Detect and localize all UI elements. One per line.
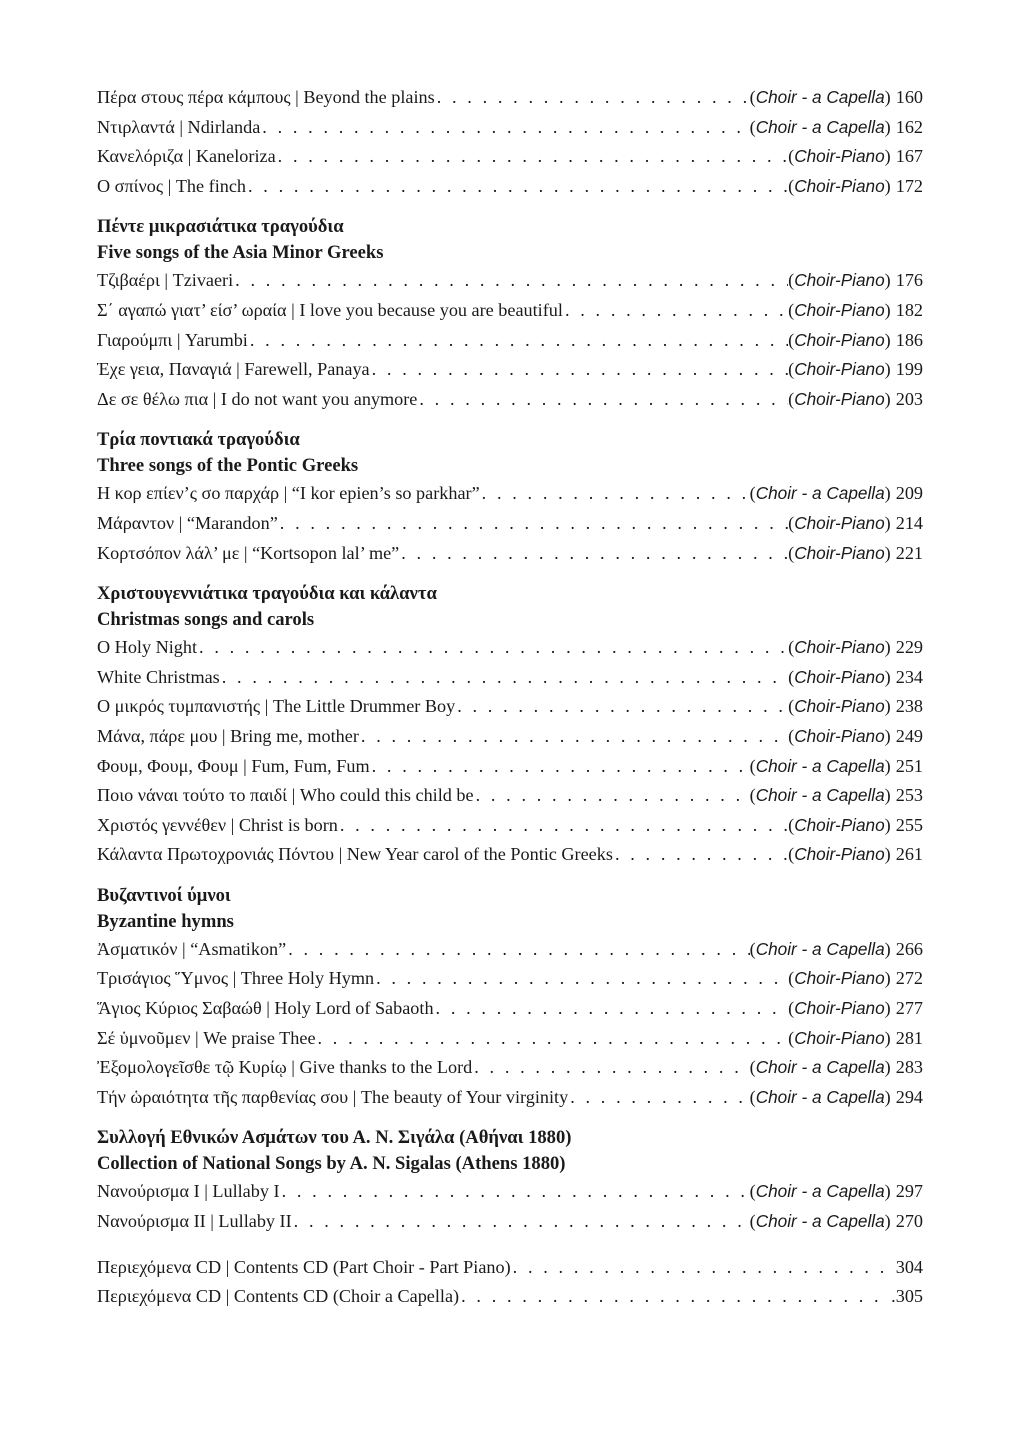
entry-voicing [750,479,891,509]
open-paren: ( [788,359,795,380]
open-paren: ( [788,814,795,835]
entry-page-number: 203 [895,388,923,409]
entry-page-number: 255 [895,814,923,835]
toc-section [97,1125,923,1236]
open-paren: ( [788,329,795,350]
entry-title: Σέ ὑμνοῦμεν | We praise Thee [97,1027,316,1048]
dot-leader [568,1083,749,1113]
entry-title: Δε σε θέλω πια | I do not want you anymore [97,388,418,409]
section-title-english: Five songs of the Asia Minor Greeks [97,242,384,264]
entry-voicing [788,633,891,663]
open-paren: ( [788,696,795,717]
toc-entry [97,113,923,143]
section-title-english: Byzantine hymns [97,910,234,932]
dot-leader [276,142,788,172]
entry-page-number: 199 [895,359,923,380]
entry-voicing [788,1024,891,1054]
entry-page-number: 172 [895,175,923,196]
entry-title: Κανελόριζα | Kaneloriza [97,146,276,167]
entry-page-number: 229 [895,637,923,658]
entry-page-number: 160 [895,87,923,107]
dot-leader [434,994,789,1024]
entry-voicing [788,840,891,870]
voicing-text: Choir-Piano [794,388,885,409]
entry-voicing [750,781,891,811]
entry-title: Φουμ, Φουμ, Φουμ | Fum, Fum, Fum [97,755,370,776]
entry-page-number: 281 [895,1027,923,1048]
voicing-text: Choir-Piano [794,329,885,350]
open-paren: ( [788,968,795,989]
dot-leader [459,1282,889,1312]
entry-title: Χριστός γεννέθεν | Christ is born [97,814,338,835]
toc-section [97,581,923,870]
dot-leader [316,1024,789,1054]
dot-leader [248,326,788,356]
entry-page-number: 167 [895,146,923,167]
close-paren: ) [884,146,891,167]
entry-title: O Holy Night [97,637,198,658]
section-title-english: Christmas songs and carols [97,609,315,631]
voicing-text: Choir-Piano [794,968,885,989]
entry-page-number: 266 [895,938,923,959]
close-paren: ) [884,998,891,1019]
entry-page-number: 249 [895,725,923,746]
open-paren: ( [788,725,795,746]
open-paren: ( [788,512,795,533]
dot-leader [280,1177,750,1207]
close-paren: ) [884,542,891,563]
entry-title: Μάραντον | “Marandon” [97,512,278,533]
toc-entry [97,663,923,693]
open-paren: ( [749,87,756,107]
entry-voicing [750,935,891,965]
voicing-text: Choir-Piano [794,542,885,563]
close-paren: ) [884,1181,891,1202]
toc-entry [97,1024,923,1054]
entry-page-number: 162 [895,116,923,137]
entry-voicing [788,385,891,415]
toc-section [97,83,923,201]
open-paren: ( [788,666,795,687]
toc-entry [97,964,923,994]
open-paren: ( [749,755,756,776]
close-paren: ) [884,844,891,865]
close-paren: ) [884,1086,891,1107]
voicing-text: Choir-Piano [794,1027,885,1048]
toc-entry [97,781,923,811]
open-paren: ( [788,542,795,563]
dot-leader [480,479,750,509]
toc-entry [97,752,923,782]
voicing-text: Choir - a Capella [755,785,885,806]
toc-entry [97,509,923,539]
toc-entry [97,994,923,1024]
dot-leader [472,1053,749,1083]
entry-title: Γιαρούμπι | Yarumbi [97,329,248,350]
entry-voicing [788,811,891,841]
open-paren: ( [788,844,795,865]
entry-voicing [750,113,891,143]
close-paren: ) [884,637,891,658]
voicing-text: Choir - a Capella [755,1057,885,1078]
voicing-text: Choir - a Capella [755,1086,885,1107]
toc-entry [97,385,923,415]
dot-leader [474,781,750,811]
entry-title: Πέρα στους πέρα κάμπους | Beyond the plains [97,87,435,107]
entry-page-number: 234 [895,666,923,687]
voicing-text: Choir - a Capella [755,1211,885,1232]
entry-title: Τζιβαέρι | Tzivaeri [97,270,234,291]
dot-leader [399,539,788,569]
close-paren: ) [884,1027,891,1048]
entry-voicing [788,539,891,569]
toc-section [97,883,923,1113]
section-title-greek: Βυζαντινοί ύμνοι [97,884,231,906]
dot-leader [197,633,788,663]
dot-leader [435,83,750,113]
close-paren: ) [884,299,891,320]
dot-leader [246,172,788,202]
close-paren: ) [884,87,891,107]
open-paren: ( [788,998,795,1019]
entry-title: Ἅγιος Κύριος Σαβαώθ | Holy Lord of Sabaoth [97,998,434,1019]
dot-leader [260,113,749,143]
voicing-text: Choir - a Capella [755,116,885,137]
dot-leader [370,752,750,782]
toc-entry [97,83,923,113]
toc-entry [97,1177,923,1207]
dot-leader [613,840,788,870]
dot-leader [220,663,788,693]
entry-title: Ποιο νάναι τούτο το παιδί | Who could this child be [97,785,474,806]
entry-page-number: 186 [895,329,923,350]
close-paren: ) [884,1211,891,1232]
entry-title: Ντιρλαντά | Ndirlanda [97,116,261,137]
dot-leader [233,266,788,296]
close-paren: ) [884,1057,891,1078]
open-paren: ( [788,388,795,409]
voicing-text: Choir-Piano [794,359,885,380]
open-paren: ( [749,1086,756,1107]
dot-leader [374,964,788,994]
entry-page-number: 261 [895,844,923,865]
voicing-text: Choir-Piano [794,844,885,865]
close-paren: ) [884,755,891,776]
toc-entry [97,266,923,296]
dot-leader [563,296,788,326]
voicing-text: Choir - a Capella [755,483,885,504]
entry-title: Έχε γεια, Παναγιά | Farewell, Panaya [97,359,370,380]
entry-page-number: 251 [895,755,923,776]
toc-entry [97,692,923,722]
close-paren: ) [884,696,891,717]
entry-voicing [788,964,891,994]
open-paren: ( [749,483,756,504]
open-paren: ( [749,1057,756,1078]
toc-entry [97,355,923,385]
toc-entry [97,479,923,509]
dot-leader [278,509,788,539]
entry-voicing [788,692,891,722]
entry-page-number: 182 [895,299,923,320]
dot-leader [286,935,749,965]
entry-page-number: 272 [895,968,923,989]
toc-entry [97,840,923,870]
entry-voicing [788,509,891,539]
entry-voicing [750,83,891,113]
open-paren: ( [749,116,756,137]
entry-voicing [788,296,891,326]
entry-title: Νανούρισμα I | Lullaby I [97,1181,280,1202]
entry-title: Η κορ επίεν’ς σο παρχάρ | “I kor epien’s so parkhar” [97,483,480,504]
toc-entry [97,172,923,202]
voicing-text: Choir-Piano [794,637,885,658]
dot-leader [511,1253,894,1283]
dot-leader [292,1207,750,1237]
open-paren: ( [788,175,795,196]
close-paren: ) [884,388,891,409]
entry-title: Κορτσόπον λάλ’ με | “Kortsopon lal’ me” [97,542,400,563]
toc-entry [97,811,923,841]
close-paren: ) [884,814,891,835]
voicing-text: Choir-Piano [794,512,885,533]
entry-voicing [750,1177,891,1207]
close-paren: ) [884,270,891,291]
voicing-text: Choir-Piano [794,270,885,291]
toc-entry [97,1053,923,1083]
entry-page-number: 176 [895,270,923,291]
voicing-text: Choir-Piano [794,299,885,320]
entry-voicing [788,326,891,356]
entry-voicing [788,172,891,202]
toc-entry [97,326,923,356]
entry-voicing [788,266,891,296]
dot-leader [455,692,788,722]
open-paren: ( [788,270,795,291]
open-paren: ( [749,1211,756,1232]
open-paren: ( [749,785,756,806]
open-paren: ( [788,146,795,167]
entry-page-number: 297 [895,1181,923,1202]
open-paren: ( [749,938,756,959]
toc-section [97,427,923,568]
toc-entry [97,539,923,569]
entry-title: Κάλαντα Πρωτοχρονιάς Πόντου | New Year carol of the Pontic Greeks [97,844,613,865]
voicing-text: Choir-Piano [794,725,885,746]
entry-page-number: 294 [895,1086,923,1107]
entry-title: Ο μικρός τυμπανιστής | The Little Drummer Boy [97,696,456,717]
entry-title: Μάνα, πάρε μου | Bring me, mother [97,725,359,746]
close-paren: ) [884,938,891,959]
entry-title: Ο σπίνος | The finch [97,175,247,196]
section-title-english: Three songs of the Pontic Greeks [97,455,359,477]
toc-entry [97,1207,923,1237]
entry-title: Σ΄ αγαπώ γιατ’ είσ’ ωραία | I love you because you are beautiful [97,299,563,320]
cd-contents-section [97,1253,923,1312]
entry-page-number: 238 [895,696,923,717]
open-paren: ( [749,1181,756,1202]
section-title-greek: Χριστουγεννιάτικα τραγούδια και κάλαντα [97,583,437,605]
open-paren: ( [788,1027,795,1048]
voicing-text: Choir - a Capella [755,87,885,107]
cd-entry [97,1282,923,1312]
section-title-greek: Τρία ποντιακά τραγούδια [97,429,300,451]
close-paren: ) [884,483,891,504]
toc-entry [97,1083,923,1113]
close-paren: ) [884,329,891,350]
entry-voicing [788,663,891,693]
toc-entry [97,935,923,965]
table-of-contents [97,83,923,1312]
toc-section [97,214,923,414]
entry-voicing [788,722,891,752]
entry-voicing [750,752,891,782]
dot-leader [338,811,788,841]
close-paren: ) [884,512,891,533]
entry-page-number: 221 [895,542,923,563]
voicing-text: Choir-Piano [794,998,885,1019]
toc-entry [97,296,923,326]
voicing-text: Choir - a Capella [755,755,885,776]
cd-entry-title: Περιεχόμενα CD | Contents CD (Part Choir - Part Piano) [97,1256,511,1277]
cd-entry-page-number: .305 [891,1286,923,1307]
entry-voicing [750,1207,891,1237]
voicing-text: Choir - a Capella [755,938,885,959]
toc-entry [97,722,923,752]
toc-entry [97,142,923,172]
entry-title: Τρισάγιος Ὕμνος | Three Holy Hymn [97,968,375,989]
close-paren: ) [884,175,891,196]
section-title-english: Collection of National Songs by A. N. Sigalas (Athens 1880) [97,1153,566,1175]
close-paren: ) [884,968,891,989]
close-paren: ) [884,725,891,746]
section-title-greek: Πέντε μικρασιάτικα τραγούδια [97,216,344,238]
close-paren: ) [884,116,891,137]
dot-leader [370,355,789,385]
open-paren: ( [788,299,795,320]
voicing-text: Choir-Piano [794,175,885,196]
voicing-text: Choir-Piano [794,696,885,717]
voicing-text: Choir-Piano [794,814,885,835]
entry-page-number: 283 [895,1057,923,1078]
entry-page-number: 253 [895,785,923,806]
entry-voicing [788,355,891,385]
entry-voicing [788,142,891,172]
voicing-text: Choir-Piano [794,666,885,687]
entry-page-number: 214 [895,512,923,533]
dot-leader [417,385,788,415]
entry-page-number: 209 [895,483,923,504]
cd-entry-title: Περιεχόμενα CD | Contents CD (Choir a Capella) [97,1286,460,1307]
entry-voicing [788,994,891,1024]
entry-title: Ἀσματικόν | “Asmatikon” [97,938,287,959]
open-paren: ( [788,637,795,658]
voicing-text: Choir-Piano [794,146,885,167]
section-title-greek: Συλλογή Εθνικών Ασμάτων του Α. Ν. Σιγάλα (Αθήναι 1880) [97,1127,572,1149]
cd-entry-page-number: 304 [895,1256,923,1277]
close-paren: ) [884,359,891,380]
entry-title: Ἐξομολογεῖσθε τῷ Κυρίῳ | Give thanks to the Lord [97,1057,473,1078]
entry-voicing [750,1083,891,1113]
voicing-text: Choir - a Capella [755,1181,885,1202]
entry-title: White Christmas [97,666,220,687]
entry-page-number: 277 [895,998,923,1019]
cd-entry [97,1253,923,1283]
entry-voicing [750,1053,891,1083]
entry-title: Νανούρισμα II | Lullaby II [97,1211,292,1232]
close-paren: ) [884,785,891,806]
close-paren: ) [884,666,891,687]
entry-title: Τήν ὡραιότητα τῆς παρθενίας σου | The beauty of Your virginity [97,1086,569,1107]
toc-entry [97,633,923,663]
entry-page-number: 270 [895,1211,923,1232]
dot-leader [359,722,788,752]
